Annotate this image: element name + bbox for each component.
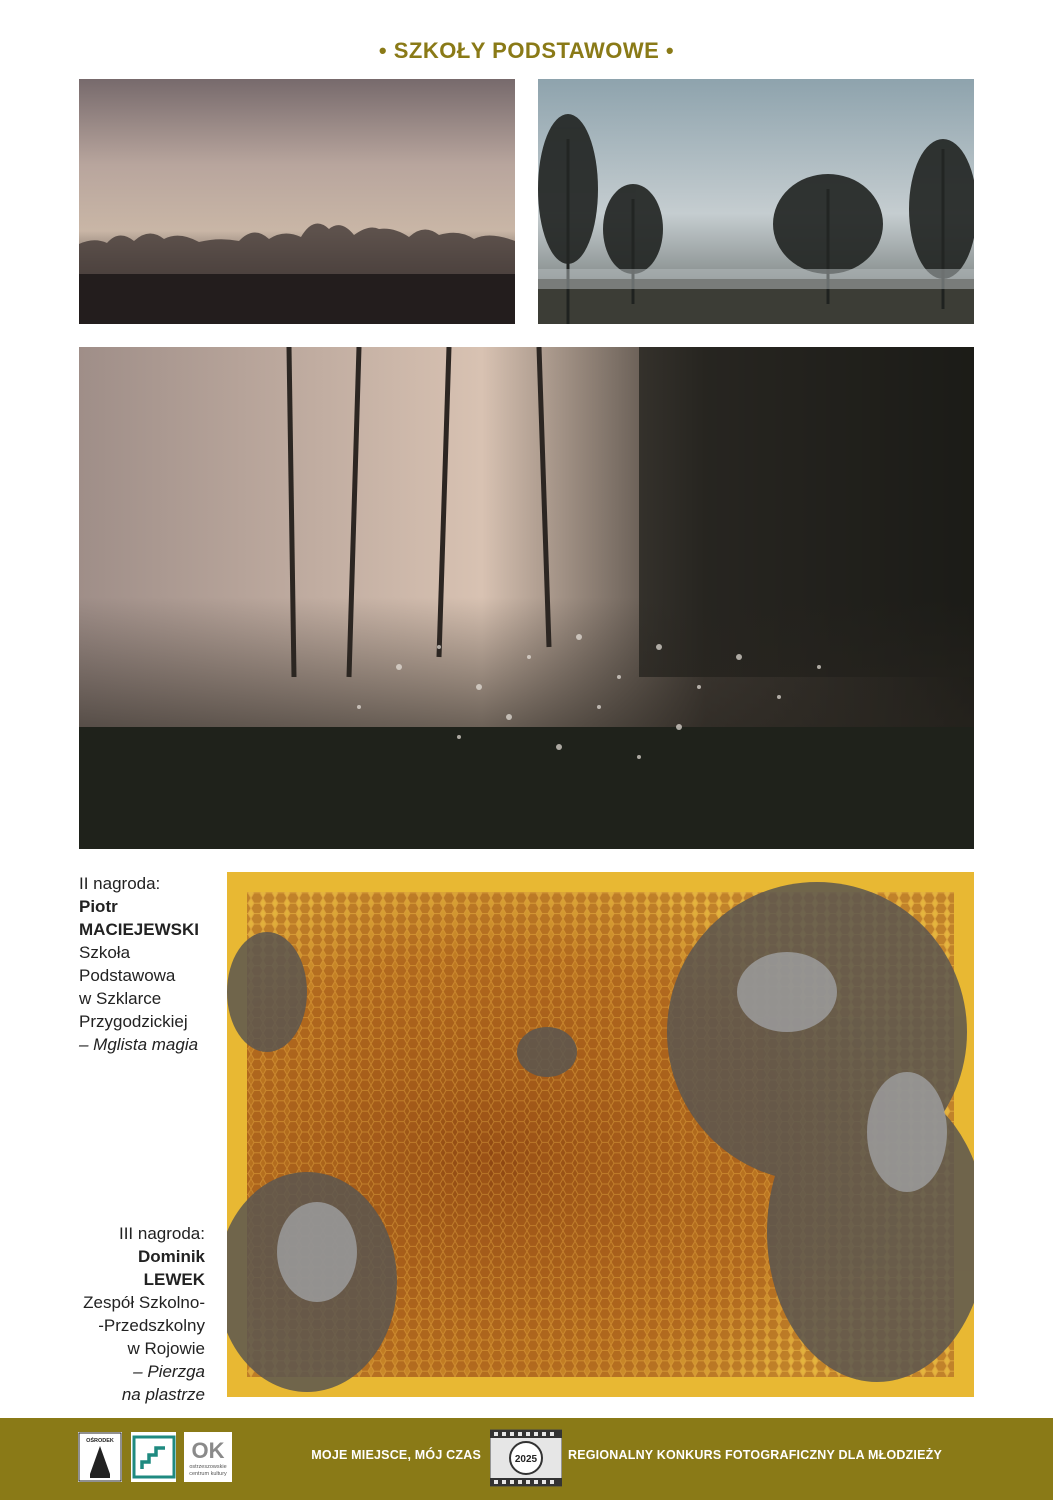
- logo-letters: OK: [191, 1438, 225, 1463]
- caption-second-prize: [79, 872, 219, 1056]
- logo-text: OŚRODEK: [86, 1438, 114, 1444]
- ok-centrum-kultury-logo: [184, 1432, 232, 1482]
- author-last-name: MACIEJEWSKI: [79, 920, 199, 939]
- photo-dewy-grass: [79, 347, 974, 849]
- school-line: Podstawowa: [79, 966, 176, 985]
- gallery-stairs-logo: [131, 1432, 176, 1482]
- photo-title: – Mglista magia: [79, 1035, 199, 1054]
- author-first-name: Dominik: [137, 1247, 205, 1266]
- photo-bees-honeycomb: [227, 872, 974, 1397]
- school-line: w Rojowie: [127, 1339, 205, 1358]
- logo-sub1: ostrzeszowskie: [189, 1464, 227, 1470]
- page-title: • SZKOŁY PODSTAWOWE •: [378, 38, 675, 63]
- school-line: Zespół Szkolno-: [83, 1293, 205, 1312]
- footer-contest-name: REGIONALNY KONKURS FOTOGRAFICZNY DLA MŁODZIEŻY: [568, 1448, 943, 1462]
- school-line: Przygodzickiej: [79, 1012, 188, 1031]
- school-line: w Szklarce: [79, 989, 162, 1008]
- prize-label: III nagroda:: [118, 1224, 205, 1243]
- caption-third-prize: [60, 1222, 205, 1406]
- year-label: 2025: [514, 1454, 538, 1465]
- photo-misty-sunrise: [79, 79, 515, 324]
- school-line: Szkoła: [79, 943, 131, 962]
- prize-label: II nagroda:: [79, 874, 161, 893]
- photo-foggy-field: [538, 79, 974, 324]
- school-line: -Przedszkolny: [98, 1316, 205, 1335]
- osrodek-logo: [78, 1432, 122, 1482]
- author-first-name: Piotr: [79, 897, 118, 916]
- logo-sub2: centrum kultury: [189, 1471, 227, 1477]
- photo-title: na plastrze: [121, 1385, 205, 1404]
- film-strip-icon: [490, 1428, 562, 1488]
- photo-title: – Pierzga: [133, 1362, 205, 1381]
- author-last-name: LEWEK: [143, 1270, 205, 1289]
- footer-slogan: MOJE MIEJSCE, MÓJ CZAS: [311, 1448, 481, 1462]
